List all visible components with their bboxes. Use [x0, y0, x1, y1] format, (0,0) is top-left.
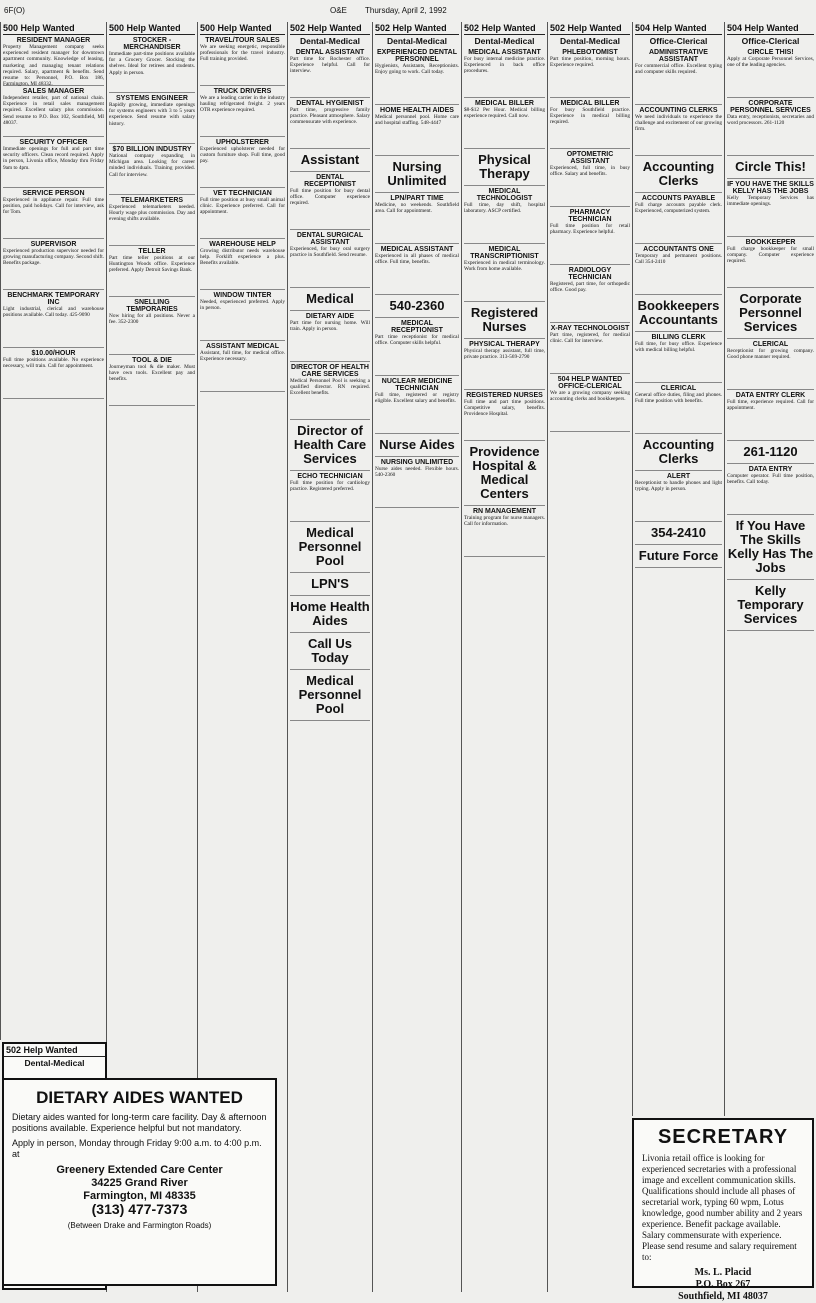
classified-ad — [464, 98, 545, 149]
classified-ad — [375, 457, 459, 508]
ad-title: DATA ENTRY — [748, 466, 793, 473]
column-heading: 500 Help Wanted — [200, 22, 285, 35]
display-ad-heading: Registered Nurses — [464, 302, 545, 339]
ad-text: Part time teller positions at our Huntington Woods office. Experience preferred. Apply Detroit Savings Bank. — [109, 255, 195, 274]
ad-text: For busy internal medicine practice. Experienced in back office procedures. — [464, 56, 545, 75]
ad-text: Receptionist for growing company. Good phone manner required. — [727, 348, 814, 361]
ad-text: Journeyman tool & die maker. Must have own tools. Excellent pay and benefits. — [109, 364, 195, 383]
ad-title: DIETARY AIDE — [305, 313, 355, 320]
ad-text: Full charge accounts payable clerk. Experienced, computerized system. — [635, 202, 722, 215]
ad-title: ALERT — [666, 473, 691, 480]
display-ad-heading: Accounting Clerks — [635, 156, 722, 193]
column-heading: 500 Help Wanted — [3, 22, 104, 35]
ad-text: Rapidly growing, immediate openings for systems engineers with 3 to 5 years experience. Send resume with salary history. — [109, 102, 195, 127]
column-8 — [632, 22, 724, 1116]
ad-title: $10.00/HOUR — [31, 350, 76, 357]
ad-text: Data entry, receptionists, secretaries and word processors. 261-1120 — [727, 114, 814, 127]
ad-title: NUCLEAR MEDICINE TECHNICIAN — [381, 378, 453, 392]
classified-ad — [635, 105, 722, 156]
ad-text: Computer operator. Full time position, benefits. Call today. — [727, 473, 814, 486]
ad-text: Medicine, no weekends. Southfield area. Call for appointment. — [375, 202, 459, 215]
ad-text: Registered, part time, for orthopedic office. Good pay. — [550, 281, 630, 294]
column-heading: 504 Help Wanted — [635, 22, 722, 35]
ad-title: TRUCK DRIVERS — [213, 88, 272, 95]
ad-text: Nurse aides needed. Flexible hours. 540-2360 — [375, 466, 459, 479]
ad-title: 504 HELP WANTED OFFICE-CLERICAL — [557, 376, 623, 390]
column-heading: 504 Help Wanted — [727, 22, 814, 35]
ad-title: VET TECHNICIAN — [213, 190, 272, 197]
display-ad-heading: LPN'S — [290, 573, 370, 596]
ad-title: CIRCLE THIS! — [747, 49, 794, 56]
ad-text: Now hiring for all positions. Never a fee. 352-2300 — [109, 313, 195, 326]
classified-ad — [727, 179, 814, 237]
secretary-headline: SECRETARY — [657, 1126, 789, 1148]
classified-ad — [109, 297, 195, 355]
ad-title: PHLEBOTOMIST — [562, 49, 618, 56]
dietary-city: Farmington, MI 48335 — [83, 1190, 196, 1202]
display-ad-heading: 354-2410 — [635, 522, 722, 545]
ad-text: $8-$12 Per Hour. Medical billing experience required. Call now. — [464, 107, 545, 120]
ad-title: $70 BILLION INDUSTRY — [112, 146, 192, 153]
ad-text: Part time for nursing home. Will train. Apply in person. — [290, 320, 370, 333]
ad-title: ASSISTANT MEDICAL — [206, 343, 279, 350]
ad-title: DENTAL RECEPTIONIST — [304, 174, 356, 188]
display-ad-heading: Bookkeepers Accountants — [635, 295, 722, 332]
ad-title: MEDICAL BILLER — [475, 100, 534, 107]
classified-ad — [3, 86, 104, 137]
ad-text: We need individuals to experience the challenge and excitement of our growing firm. — [635, 114, 722, 133]
column-1 — [0, 22, 106, 1040]
display-ad-heading: Future Force — [635, 545, 722, 568]
dietary-apply: Apply in person, Monday through Friday 9:00 a.m. to 4:00 p.m. at — [12, 1138, 262, 1159]
ad-title: MEDICAL TRANSCRIPTIONIST — [470, 246, 539, 260]
classified-ad — [375, 318, 459, 376]
column-6 — [461, 22, 547, 1292]
classified-ad — [464, 47, 545, 98]
column-4 — [287, 22, 372, 1292]
ad-text: Experienced, full time, in busy office. Salary and benefits. — [550, 165, 630, 178]
issue-date: Thursday, April 2, 1992 — [365, 6, 447, 15]
ad-text: Full time, registered or registry eligible. Excellent salary and benefits. — [375, 392, 459, 405]
ad-title: MEDICAL ASSISTANT — [468, 49, 541, 56]
display-ad-heading: Home Health Aides — [290, 596, 370, 633]
classified-ad — [550, 98, 630, 149]
classified-ad — [109, 93, 195, 144]
ad-text: For busy Southfield practice. Experience in medical billing required. — [550, 107, 630, 126]
column-subheading: Office-Clerical — [741, 36, 800, 46]
classified-ad — [3, 35, 104, 86]
ad-text: Part time for Rochester office. Experience helpful. Call for interview. — [290, 56, 370, 75]
ad-title: PHYSICAL THERAPY — [469, 341, 540, 348]
classified-ad — [635, 332, 722, 383]
ad-text: For commercial office. Excellent typing and computer skills required. — [635, 63, 722, 76]
ad-text: Immediate openings for full and part time security officers. Clean record required. Apply in person, Livonia office, Monday thru Friday 9am to 4pm. — [3, 146, 104, 171]
classified-ad — [109, 144, 195, 195]
ad-text: Experienced in medical terminology. Work from home available. — [464, 260, 545, 273]
classified-ad — [290, 230, 370, 288]
ad-text: Full charge bookkeeper for small company. Computer experience required. — [727, 246, 814, 265]
ad-text: Medical personnel pool. Home care and hospital staffing. 548-4447 — [375, 114, 459, 127]
column-heading: 502 Help Wanted — [550, 22, 630, 35]
ad-title: SYSTEMS ENGINEER — [116, 95, 188, 102]
display-ad-heading: Accounting Clerks — [635, 434, 722, 471]
classified-ad — [727, 339, 814, 390]
ad-text: Experienced upholsterer needed for custom furniture shop. Full time, good pay. — [200, 146, 285, 165]
display-ad-heading: Director of Health Care Services — [290, 420, 370, 471]
column-subheading: Dental-Medical — [300, 36, 360, 46]
display-ad-heading: If You Have The Skills Kelly Has The Jobs — [727, 515, 814, 580]
ad-title: SNELLING TEMPORARIES — [126, 299, 178, 313]
ad-title: WAREHOUSE HELP — [209, 241, 276, 248]
classified-ad — [3, 239, 104, 290]
ad-title: MEDICAL BILLER — [560, 100, 620, 107]
classified-ad — [290, 311, 370, 362]
ad-title: ACCOUNTANTS ONE — [643, 246, 714, 253]
ad-title: SUPERVISOR — [30, 241, 77, 248]
classified-ad — [464, 339, 545, 390]
ad-text: Hygienists, Assistants, Receptionists. Enjoy going to work. Call today. — [375, 63, 459, 76]
ad-text: We are seeking energetic, responsible professionals for the travel industry. Full training provided. — [200, 44, 285, 63]
display-ad-heading: Circle This! — [727, 156, 814, 179]
ad-text: Receptionist to handle phones and light typing. Apply in person. — [635, 480, 722, 493]
ad-title: X-RAY TECHNOLOGIST — [550, 325, 630, 332]
classified-ad — [727, 98, 814, 156]
ad-title: TELEMARKETERS — [120, 197, 184, 204]
ad-title: HOME HEALTH AIDES — [380, 107, 454, 114]
display-ad-heading: Corporate Personnel Services — [727, 288, 814, 339]
ad-title: TRAVEL/TOUR SALES — [205, 37, 280, 44]
classified-ad — [109, 35, 195, 93]
ad-text: We are a leading carrier in the industry hauling refrigerated freight. 2 years OTR experience required. — [200, 95, 285, 114]
classified-ad — [635, 244, 722, 295]
classified-ad — [464, 506, 545, 557]
ad-text: We are a growing company seeking accounting clerks and bookkeepers. — [550, 390, 630, 403]
classified-ad — [727, 390, 814, 441]
ad-text: Full time and part time positions. Competitive salary, benefits. Providence Hospital. — [464, 399, 545, 418]
classified-ad — [635, 383, 722, 434]
classified-ad — [290, 47, 370, 98]
column-heading: 500 Help Wanted — [109, 22, 195, 35]
secretary-contact: Ms. L. Placid — [694, 1267, 752, 1278]
ad-text: Full time position for cardiology practice. Registered preferred. — [290, 480, 370, 493]
ad-title: MEDICAL TECHNOLOGIST — [476, 188, 533, 202]
ad-text: Property Management company seeks experienced resident manager for downtown apartment community. Knowledge of leasing, marketing and managing tenant relations required. Salary, apartment & benefits. Send resume to: Personnel, P.O. Box 186, Farmington, MI 48332. — [3, 44, 104, 88]
ad-text: Full time positions available. No experience necessary, will train. Call for appointment. — [3, 357, 104, 370]
classified-ad — [550, 47, 630, 98]
ad-text: Full time, for busy office. Experience with medical billing helpful. — [635, 341, 722, 354]
column-subheading: Office-Clerical — [649, 36, 708, 46]
ad-title: MEDICAL ASSISTANT — [380, 246, 454, 253]
ad-title: IF YOU HAVE THE SKILLS KELLY HAS THE JOBS — [727, 181, 814, 195]
classified-ad — [464, 390, 545, 441]
ad-text: Assistant, full time, for medical office. Experience necessary. — [200, 350, 285, 363]
display-ad-heading: Kelly Temporary Services — [727, 580, 814, 631]
classified-ad — [375, 193, 459, 244]
display-ad-heading: Nursing Unlimited — [375, 156, 459, 193]
ad-text: Needed, experienced preferred. Apply in person. — [200, 299, 285, 312]
ad-text: Full time position at busy small animal clinic. Experience preferred. Call for appointment. — [200, 197, 285, 216]
classified-ad — [3, 348, 104, 399]
ad-text: Temporary and permanent positions. Call 354-2410 — [635, 253, 722, 266]
classified-ad — [109, 195, 195, 246]
column-subheading: Dental-Medical — [474, 36, 535, 46]
secretary-city: Southfield, MI 48037 — [678, 1291, 768, 1302]
display-ad-heading: Assistant — [290, 149, 370, 172]
classified-ad — [200, 35, 285, 86]
display-ad-heading: Physical Therapy — [464, 149, 545, 186]
ad-text: Experienced telemarketers needed. Hourly wage plus commission. Day and evening shifts available. — [109, 204, 195, 223]
classified-ad — [3, 188, 104, 239]
classified-ad — [200, 86, 285, 137]
classified-ad — [727, 237, 814, 288]
ad-title: REGISTERED NURSES — [466, 392, 543, 399]
classified-ad — [375, 47, 459, 105]
ad-text: Part time, registered, for medical clinic. Call for interview. — [550, 332, 630, 345]
ad-text: Full time position for busy dental office. Computer experience required. — [290, 188, 370, 207]
column-subheading: Dental-Medical — [387, 36, 447, 46]
ad-title: BOOKKEEPER — [745, 239, 796, 246]
ad-title: BENCHMARK TEMPORARY INC — [7, 292, 100, 306]
classified-ad — [290, 98, 370, 149]
classified-ad — [290, 471, 370, 522]
dietary-address: 34225 Grand River — [91, 1177, 188, 1189]
ad-text: Part time position, morning hours. Experience required. — [550, 56, 630, 69]
ad-title: LPN/PART TIME — [390, 195, 444, 202]
classified-ad — [464, 244, 545, 302]
ad-title: OPTOMETRIC ASSISTANT — [566, 151, 614, 165]
ad-title: CLERICAL — [752, 341, 789, 348]
classified-ad — [109, 355, 195, 406]
ad-title: CLERICAL — [660, 385, 697, 392]
classified-ad — [290, 172, 370, 230]
secretary-body: Livonia retail office is looking for experienced secretaries with a professional image and excellent communication skills. Qualifications should include all phases of secretarial work, typing 60 wpm, Lotus knowledge, good number ability and 2 years experience. Benefit package available. Salary commensurate with experience. Please send resume and salary requirement to: — [642, 1153, 803, 1262]
ad-text: Full time, day shift, hospital laboratory. ASCP certified. — [464, 202, 545, 215]
ad-title: TOOL & DIE — [132, 357, 172, 364]
classified-ad — [550, 265, 630, 323]
ad-title: ACCOUNTS PAYABLE — [641, 195, 716, 202]
ad-title: ECHO TECHNICIAN — [297, 473, 363, 480]
ad-title: WINDOW TINTER — [213, 292, 272, 299]
ad-text: Light industrial, clerical and warehouse positions available. Call today. 425-9090 — [3, 306, 104, 319]
ad-title: SALES MANAGER — [22, 88, 85, 95]
ad-title: RESIDENT MANAGER — [16, 37, 91, 44]
ad-text: Immediate part-time positions available for a Grocery Grocer. Stocking the shelves. Ideal for retirees and students. Apply in person. — [109, 51, 195, 76]
dietary-section-heading: 502 Help Wanted — [4, 1044, 105, 1057]
classified-ad — [550, 149, 630, 207]
dietary-section-sub: Dental-Medical — [24, 1058, 85, 1068]
ad-title: EXPERIENCED DENTAL PERSONNEL — [377, 49, 457, 63]
ad-title: DENTAL SURGICAL ASSISTANT — [296, 232, 364, 246]
classified-ad — [200, 290, 285, 341]
classified-ad — [3, 290, 104, 348]
dietary-name: Greenery Extended Care Center — [56, 1164, 223, 1176]
ad-title: RN MANAGEMENT — [473, 508, 536, 515]
ad-text: Experienced production supervisor needed for growing manufacturing company. Second shift. Benefits package. — [3, 248, 104, 267]
ad-text: Part time, progressive family practice. Pleasant atmosphere. Salary commensurate with experience. — [290, 107, 370, 126]
ad-text: Training program for nurse managers. Call for information. — [464, 515, 545, 528]
ad-title: NURSING UNLIMITED — [380, 459, 454, 466]
ad-title: ADMINISTRATIVE ASSISTANT — [649, 49, 708, 63]
ad-text: Experienced, for busy oral surgery practice in Southfield. Send resume. — [290, 246, 370, 259]
ad-title: TELLER — [138, 248, 166, 255]
ad-title: UPHOLSTERER — [216, 139, 269, 146]
classified-ad — [727, 464, 814, 515]
classified-ad — [550, 323, 630, 374]
paper-name: O&E — [330, 6, 347, 15]
ad-text: Full time position for retail pharmacy. Experience helpful. — [550, 223, 630, 236]
secretary-ad — [632, 1118, 814, 1302]
dietary-body: Dietary aides wanted for long-term care facility. Day & afternoon positions available. Experience helpful but not mandatory. — [12, 1112, 267, 1133]
classified-ad — [290, 362, 370, 420]
secretary-box: P.O. Box 267 — [695, 1279, 751, 1290]
page-header — [0, 0, 816, 22]
ad-text: Full time, experience required. Call for appointment. — [727, 399, 814, 412]
ad-text: National company expanding in Michigan area. Looking for career minded individuals. Training provided. Call for interview. — [109, 153, 195, 178]
page-number: 6F(O) — [4, 6, 25, 15]
display-ad-heading: Nurse Aides — [375, 434, 459, 457]
ad-title: SECURITY OFFICER — [19, 139, 88, 146]
ad-title: ACCOUNTING CLERKS — [639, 107, 718, 114]
ad-title: DIRECTOR OF HEALTH CARE SERVICES — [291, 364, 369, 378]
column-subheading: Dental-Medical — [560, 36, 620, 46]
classified-ad — [635, 47, 722, 105]
ad-title: DENTAL ASSISTANT — [295, 49, 365, 56]
classified-ad — [200, 188, 285, 239]
display-ad-heading: Call Us Today — [290, 633, 370, 670]
ad-title: DATA ENTRY CLERK — [735, 392, 806, 399]
column-heading: 502 Help Wanted — [375, 22, 459, 35]
classified-ad — [200, 239, 285, 290]
ad-text: Growing distributor needs warehouse help. Forklift experience a plus. Benefits available. — [200, 248, 285, 267]
ad-title: CORPORATE PERSONNEL SERVICES — [730, 100, 811, 114]
column-heading: 502 Help Wanted — [464, 22, 545, 35]
classified-ad — [3, 137, 104, 188]
display-ad-heading: Medical Personnel Pool — [290, 522, 370, 573]
ad-title: MEDICAL RECEPTIONIST — [391, 320, 443, 334]
column-7 — [547, 22, 632, 1292]
column-9 — [724, 22, 816, 1116]
display-ad-heading: Providence Hospital & Medical Centers — [464, 441, 545, 506]
ad-title: STOCKER - MERCHANDISER — [123, 37, 181, 51]
ad-title: DENTAL HYGIENIST — [296, 100, 364, 107]
ad-text: Apply at Corporate Personnel Services, one of the leading agencies. — [727, 56, 814, 69]
classified-ad — [727, 47, 814, 98]
column-heading: 502 Help Wanted — [290, 22, 370, 35]
ad-title: RADIOLOGY TECHNICIAN — [568, 267, 612, 281]
display-ad-heading: 540-2360 — [375, 295, 459, 318]
ad-title: SERVICE PERSON — [22, 190, 85, 197]
dietary-aides-box — [2, 1078, 277, 1286]
dietary-phone: (313) 477-7373 — [91, 1201, 188, 1217]
ad-title: PHARMACY TECHNICIAN — [568, 209, 612, 223]
ad-text: Experienced in all phases of medical office. Full time, benefits. — [375, 253, 459, 266]
classified-ad — [200, 137, 285, 188]
classified-ad — [375, 105, 459, 156]
ad-text: Kelly Temporary Services has immediate openings. — [727, 195, 814, 208]
classified-ad — [550, 207, 630, 265]
dietary-headline: DIETARY AIDES WANTED — [36, 1088, 243, 1107]
ad-text: Experienced in appliance repair. Full time position, paid holidays. Call for interview, ask for Tom. — [3, 197, 104, 216]
ad-text: Physical therapy assistant, full time, private practice. 313-569-2790 — [464, 348, 545, 361]
display-ad-heading: Medical — [290, 288, 370, 311]
column-5 — [372, 22, 461, 1292]
classified-ad — [200, 341, 285, 392]
classified-ad — [635, 193, 722, 244]
classified-ad — [464, 186, 545, 244]
display-ad-heading: Medical Personnel Pool — [290, 670, 370, 721]
ad-text: Part time receptionist for medical office. Computer skills helpful. — [375, 334, 459, 347]
ad-text: Medical Personnel Pool is seeking a qualified director. RN required. Excellent benefits. — [290, 378, 370, 397]
classified-ad — [375, 244, 459, 295]
dietary-cross-streets: (Between Drake and Farmington Roads) — [67, 1221, 212, 1230]
ad-text: Independent retailer, part of national chain. Experience in retail sales management required. Excellent salary plus commission. Send resume to P.O. Box 102, Southfield, MI 48037. — [3, 95, 104, 126]
ad-title: BILLING CLERK — [651, 334, 706, 341]
classified-ad — [109, 246, 195, 297]
ad-text: General office duties, filing and phones. Full time position with benefits. — [635, 392, 722, 405]
classified-ad — [550, 374, 630, 432]
classified-ad — [375, 376, 459, 434]
classified-ad — [635, 471, 722, 522]
display-ad-heading: 261-1120 — [727, 441, 814, 464]
